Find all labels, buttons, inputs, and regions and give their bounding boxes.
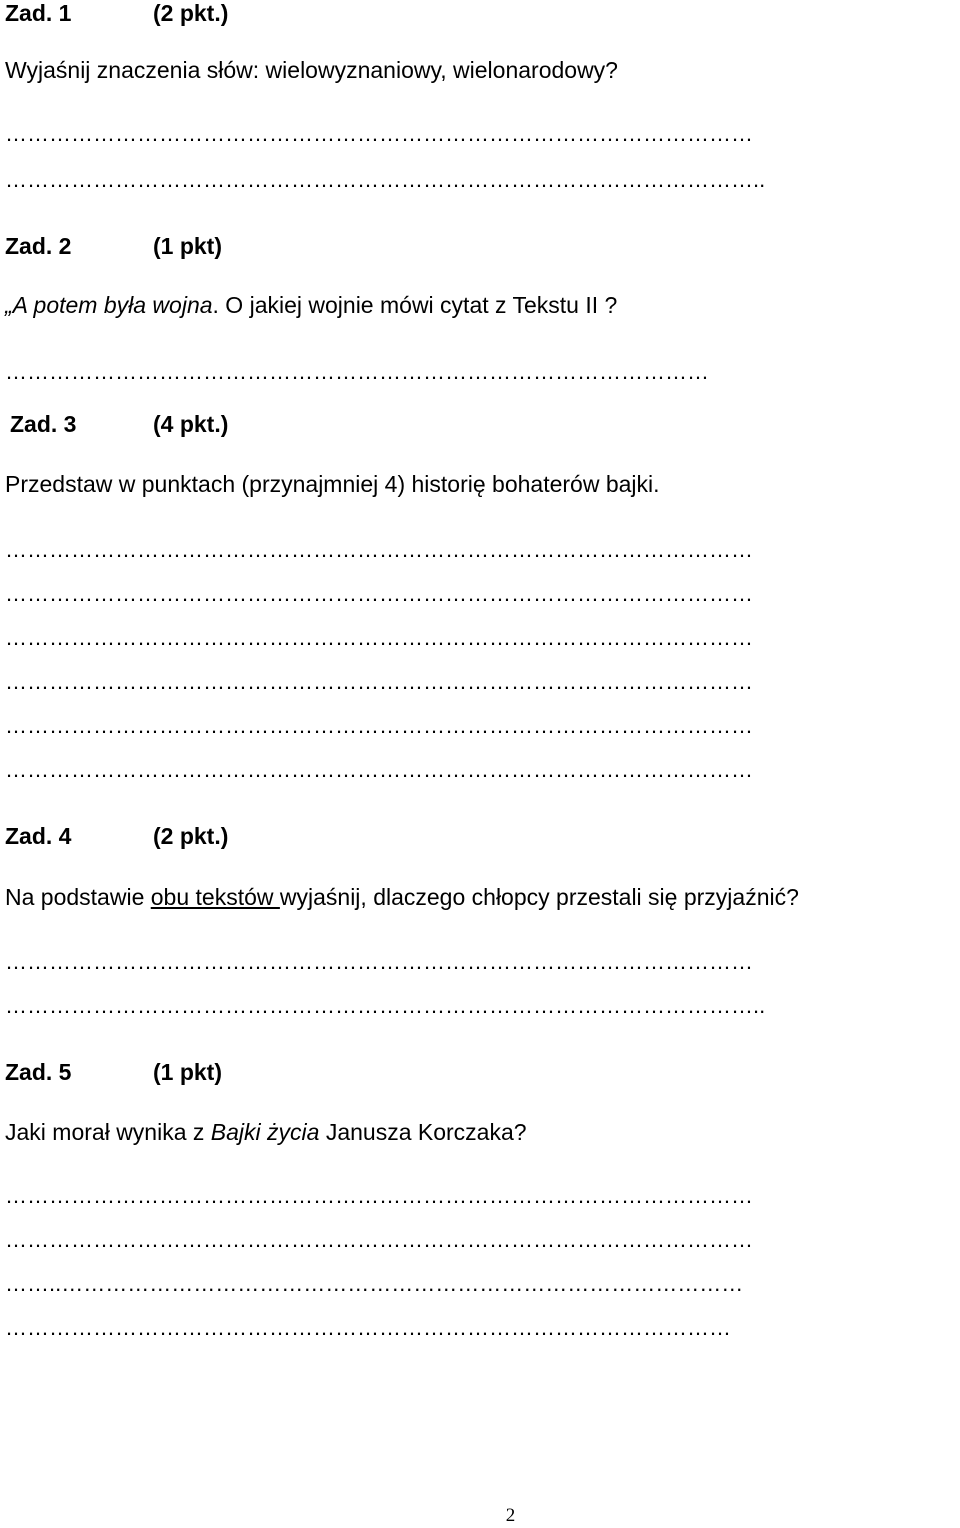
task-2-label: Zad. 2	[5, 233, 72, 259]
task-3-answer-line: …………………………………………………………………………………………	[5, 625, 753, 650]
task-3-question: Przedstaw w punktach (przynajmniej 4) historię bohaterów bajki.	[5, 471, 660, 497]
task-4-points: (2 pkt.)	[153, 823, 229, 849]
task-5-question-rest: Janusza Korczaka?	[319, 1119, 527, 1145]
task-4-question-underlined: obu tekstów	[150, 884, 280, 910]
task-5-header	[5, 1057, 222, 1087]
task-3-answer-line: …………………………………………………………………………………………	[5, 581, 753, 606]
task-2-question-text: . O jakiej wojnie mówi cytat z Tekstu II ?	[212, 292, 618, 318]
task-3-label: Zad. 3	[10, 411, 77, 437]
task-5-answer-line: ……..…………………………………………………………………………………	[5, 1271, 744, 1296]
task-3-answer-line: …………………………………………………………………………………………	[5, 537, 753, 562]
page-number: 2	[505, 1505, 516, 1526]
task-1-answer-line: …………………………………………………………………………………………	[5, 121, 753, 146]
task-5-answer-line: …………………………………………………………………………………………	[5, 1227, 753, 1252]
task-5-answer-line: …………………………………………………………………………………………	[5, 1183, 753, 1208]
task-5-label: Zad. 5	[5, 1059, 72, 1085]
task-2-points: (1 pkt)	[153, 233, 222, 259]
task-3-answer-line: …………………………………………………………………………………………	[5, 757, 753, 782]
task-3-points: (4 pkt.)	[153, 411, 229, 437]
task-3-answer-line: …………………………………………………………………………………………	[5, 713, 753, 738]
task-5-question	[5, 1117, 527, 1147]
task-4-label: Zad. 4	[5, 823, 72, 849]
task-5-points: (1 pkt)	[153, 1059, 222, 1085]
task-2-question	[5, 290, 617, 320]
task-4-question-start: Na podstawie	[5, 884, 151, 910]
task-4-answer-line: …………………………………………………………………………………………	[5, 949, 753, 974]
task-3-answer-line: …………………………………………………………………………………………	[5, 669, 753, 694]
task-1-label: Zad. 1	[5, 0, 72, 26]
task-3-header	[10, 409, 229, 439]
task-5-answer-line: ………………………………………………………………………………………	[5, 1315, 731, 1340]
task-1-question: Wyjaśnij znaczenia słów: wielowyznaniowy, wielonarodowy?	[5, 57, 618, 83]
task-1-answer-line: …………………………………………………………………………………………..	[5, 167, 766, 192]
task-4-question	[5, 882, 799, 912]
task-2-header	[5, 231, 222, 261]
task-1-points: (2 pkt.)	[153, 0, 229, 26]
task-5-book-title: Bajki życia	[210, 1119, 320, 1145]
task-4-answer-line: …………………………………………………………………………………………..	[5, 993, 766, 1018]
task-2-answer-line: ……………………………………………………………………………………	[5, 359, 709, 384]
task-1-header	[5, 0, 229, 28]
task-4-question-rest: wyjaśnij, dlaczego chłopcy przestali się przyjaźnić?	[279, 884, 799, 910]
task-2-quote: „A potem była wojna	[5, 292, 213, 318]
task-5-question-start: Jaki morał wynika z	[5, 1119, 211, 1145]
task-4-header	[5, 821, 229, 851]
